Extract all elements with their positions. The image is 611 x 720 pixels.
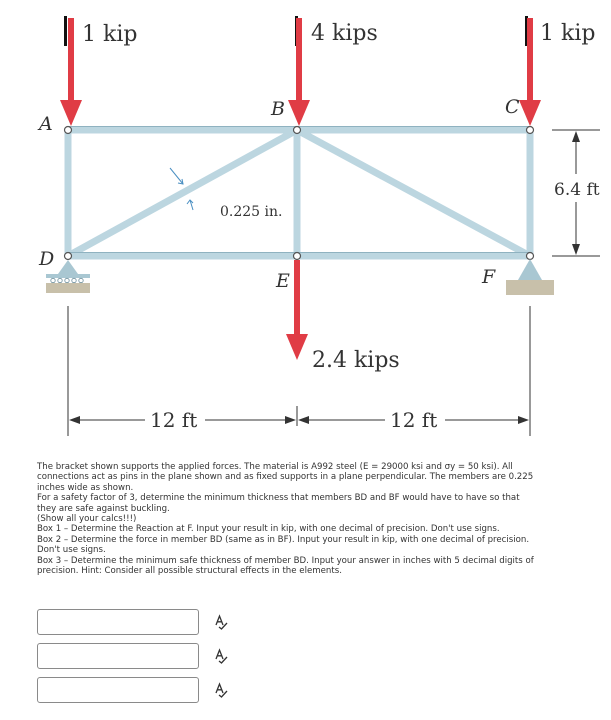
support-f <box>506 259 554 295</box>
member-bf <box>297 130 530 256</box>
problem-statement <box>37 462 537 576</box>
problem-line: For a safety factor of 3, determine the minimum thickness that members BD and BF would have to have so that they are safe against buckling. <box>37 493 520 514</box>
node-label-d: D <box>39 248 55 270</box>
answer-input-3[interactable] <box>37 677 199 703</box>
span-label-right: 12 ft <box>390 408 438 432</box>
spellcheck-icon[interactable] <box>213 682 229 698</box>
answer-row-2 <box>37 643 229 669</box>
load-bar-a <box>64 16 67 46</box>
load-arrow-c-head <box>519 100 541 126</box>
load-arrow-a <box>68 18 74 104</box>
load-label-b: 4 kips <box>311 21 378 46</box>
node-label-b: B <box>271 98 285 120</box>
load-arrow-b-head <box>288 100 310 126</box>
load-arrow-a-head <box>60 100 82 126</box>
member-bd <box>68 130 297 256</box>
node-label-c: C <box>505 96 520 118</box>
load-label-c: 1 kip <box>540 21 596 46</box>
truss-members <box>68 130 530 256</box>
load-arrow-e-head <box>286 334 308 360</box>
load-arrow-c <box>527 18 533 104</box>
answer-input-1[interactable] <box>37 609 199 635</box>
problem-line: Box 2 – Determine the force in member BD (same as in BF). Input your result in kip, with one decimal of precision. Don't use signs. <box>37 534 530 556</box>
answer-row-3 <box>37 677 229 703</box>
load-arrow-b <box>296 18 302 104</box>
answer-input-2[interactable] <box>37 643 199 669</box>
node-label-e: E <box>276 270 290 292</box>
span-label-left: 12 ft <box>150 408 198 432</box>
problem-line: Box 1 – Determine the Reaction at F. Input your result in kip, with one decimal of precision. Don't use signs. <box>37 524 500 535</box>
node-label-f: F <box>482 266 496 288</box>
load-arrow-e <box>294 260 300 336</box>
member-width-label: 0.225 in. <box>220 204 283 220</box>
height-label: 6.4 ft <box>554 180 600 200</box>
problem-line: The bracket shown supports the applied forces. The material is A992 steel (E = 29000 ksi and σy = 50 ksi). All connections act as pins in the plane shown and as fixed supports in a plane perpendicular. The members are 0.225 inches wide as shown. <box>37 462 534 493</box>
problem-line: Box 3 – Determine the minimum safe thickness of member BD. Input your answer in inches with 5 decimal digits of precision. Hint: Consider all possible structural effects in the elements. <box>37 555 534 577</box>
answer-row-1 <box>37 609 229 635</box>
spellcheck-icon[interactable] <box>213 648 229 664</box>
node-label-a: A <box>39 113 53 135</box>
spellcheck-icon[interactable] <box>213 614 229 630</box>
load-label-a: 1 kip <box>82 22 138 47</box>
load-label-e: 2.4 kips <box>312 348 400 373</box>
problem-line: (Show all your calcs!!!) <box>37 514 137 525</box>
